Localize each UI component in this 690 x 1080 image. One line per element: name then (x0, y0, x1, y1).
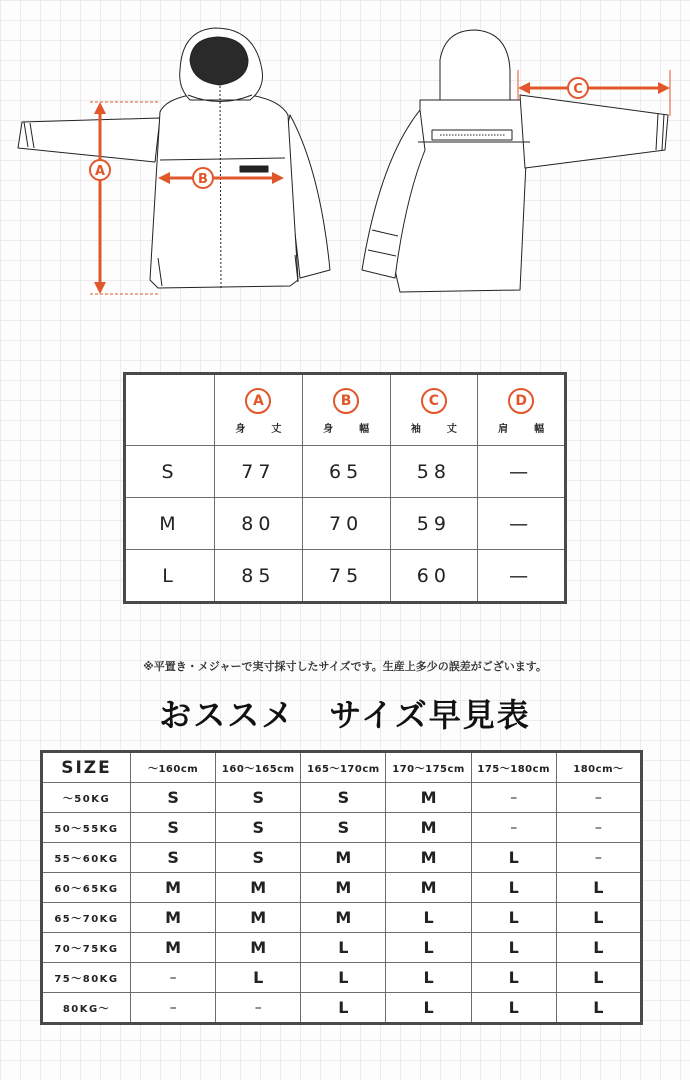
size-cell: S (125, 446, 215, 498)
table-row (42, 903, 642, 933)
size-cell: L (556, 963, 641, 993)
label-a: A (94, 164, 106, 179)
height-header-row (42, 752, 642, 783)
size-cell: M (301, 873, 386, 903)
table-row (42, 933, 642, 963)
measurement-table (123, 372, 567, 604)
weight-label: 50〜55KG (42, 813, 131, 843)
value-cell: 77 (215, 446, 303, 498)
measurement-row-m (125, 498, 566, 550)
value-cell: 58 (390, 446, 478, 498)
value-cell: 85 (215, 550, 303, 603)
size-recommendation-table (40, 750, 643, 1025)
size-cell: – (216, 993, 301, 1024)
size-corner-label: SIZE (42, 752, 131, 783)
value-cell: 80 (215, 498, 303, 550)
size-cell: L (471, 873, 556, 903)
size-chart-title: おススメ サイズ早見表 (159, 696, 531, 734)
size-cell: – (471, 813, 556, 843)
header-a-label: 身 丈 (235, 423, 290, 435)
size-cell: S (216, 813, 301, 843)
value-cell: — (478, 446, 566, 498)
size-cell: L (301, 963, 386, 993)
table-row (42, 993, 642, 1024)
header-d (478, 374, 566, 446)
weight-label: 70〜75KG (42, 933, 131, 963)
header-b (302, 374, 390, 446)
size-cell: – (471, 783, 556, 813)
weight-label: 〜50KG (42, 783, 131, 813)
header-a (215, 374, 303, 446)
table-row (42, 873, 642, 903)
size-cell: L (386, 963, 471, 993)
size-cell: M (131, 873, 216, 903)
value-cell: 59 (390, 498, 478, 550)
size-cell: L (301, 993, 386, 1024)
size-cell: L (386, 933, 471, 963)
value-cell: 60 (390, 550, 478, 603)
height-header: 175〜180cm (471, 752, 556, 783)
value-cell: 70 (302, 498, 390, 550)
weight-label: 60〜65KG (42, 873, 131, 903)
height-header: 〜160cm (131, 752, 216, 783)
badge-b: B (333, 388, 359, 414)
size-cell: – (556, 783, 641, 813)
size-cell: L (556, 993, 641, 1024)
size-cell: – (131, 993, 216, 1024)
size-cell: L (471, 903, 556, 933)
size-cell: M (386, 843, 471, 873)
measurement-row-s (125, 446, 566, 498)
size-cell: L (386, 993, 471, 1024)
size-cell: L (386, 903, 471, 933)
size-cell: S (131, 843, 216, 873)
size-cell: M (131, 933, 216, 963)
corner-cell (125, 374, 215, 446)
size-cell: L (471, 963, 556, 993)
size-cell: M (216, 933, 301, 963)
size-cell: S (216, 843, 301, 873)
front-jacket-drawing (18, 28, 330, 290)
size-cell: L (471, 843, 556, 873)
back-jacket-drawing (362, 30, 668, 292)
weight-label: 65〜70KG (42, 903, 131, 933)
size-cell: S (301, 783, 386, 813)
header-b-label: 身 幅 (323, 423, 378, 435)
size-cell: L (471, 993, 556, 1024)
table-row (42, 783, 642, 813)
badge-a: A (245, 388, 271, 414)
size-cell: L (216, 963, 301, 993)
weight-label: 55〜60KG (42, 843, 131, 873)
size-cell: M (216, 873, 301, 903)
header-c-label: 袖 丈 (410, 423, 465, 435)
badge-c: C (421, 388, 447, 414)
height-header: 170〜175cm (386, 752, 471, 783)
header-d-label: 肩 幅 (498, 423, 553, 435)
size-cell: M (301, 843, 386, 873)
size-cell: L (556, 933, 641, 963)
size-cell: L (556, 873, 641, 903)
size-cell: M (386, 783, 471, 813)
size-cell: M (386, 813, 471, 843)
table-row (42, 813, 642, 843)
value-cell: — (478, 498, 566, 550)
value-cell: 75 (302, 550, 390, 603)
header-c (390, 374, 478, 446)
size-cell: S (131, 783, 216, 813)
size-cell: L (301, 933, 386, 963)
height-header: 160〜165cm (216, 752, 301, 783)
size-cell: L (471, 933, 556, 963)
measurement-row-l (125, 550, 566, 603)
size-cell: L (125, 550, 215, 603)
height-header: 165〜170cm (301, 752, 386, 783)
table-row (42, 963, 642, 993)
label-c: C (573, 82, 583, 97)
size-cell: L (556, 903, 641, 933)
size-cell: M (125, 498, 215, 550)
size-cell: – (131, 963, 216, 993)
size-cell: – (556, 843, 641, 873)
weight-label: 75〜80KG (42, 963, 131, 993)
size-cell: S (216, 783, 301, 813)
value-cell: — (478, 550, 566, 603)
size-cell: S (131, 813, 216, 843)
size-cell: M (301, 903, 386, 933)
measurement-header-row (125, 374, 566, 446)
weight-label: 80KG〜 (42, 993, 131, 1024)
badge-d: D (508, 388, 534, 414)
size-cell: S (301, 813, 386, 843)
table-row (42, 843, 642, 873)
label-b: B (198, 172, 208, 187)
jacket-measurement-illustration (0, 0, 690, 310)
value-cell: 65 (302, 446, 390, 498)
height-header: 180cm〜 (556, 752, 641, 783)
size-cell: – (556, 813, 641, 843)
size-cell: M (216, 903, 301, 933)
size-cell: M (386, 873, 471, 903)
size-cell: M (131, 903, 216, 933)
measurement-note: ※平置き・メジャーで実寸採寸したサイズです。生産上多少の誤差がございます。 (143, 660, 547, 673)
